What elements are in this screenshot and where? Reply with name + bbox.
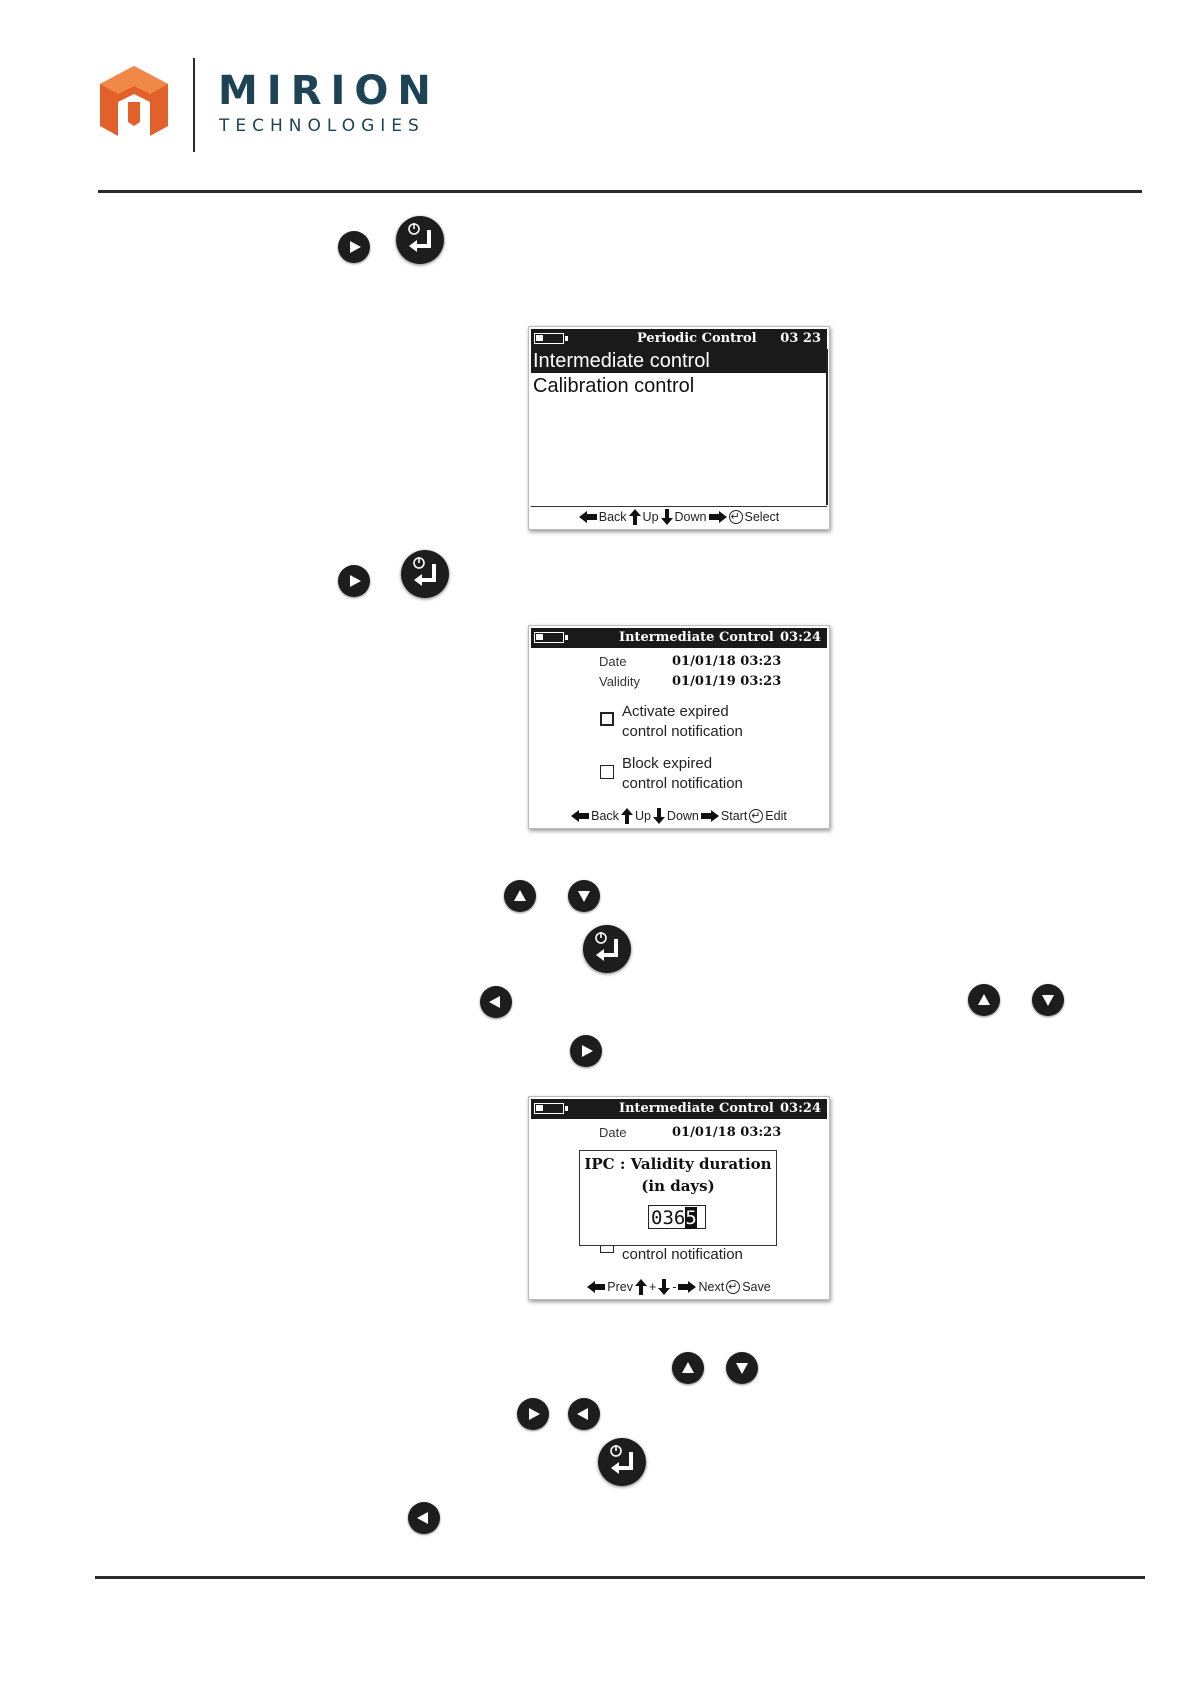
screen-time: 03:24 [780, 630, 821, 645]
up-arrow-icon [621, 808, 633, 824]
enter-small-icon [726, 1280, 740, 1294]
periodic-control-screen [528, 326, 830, 530]
up-button-icon [504, 880, 536, 912]
footer-start: Start [720, 809, 748, 823]
footer-select: Select [744, 510, 780, 524]
popup-subtitle: (in days) [641, 1177, 715, 1195]
enter-small-icon [729, 510, 743, 524]
right-button-icon [338, 231, 370, 263]
left-arrow-icon [579, 511, 597, 523]
enter-small-icon [749, 809, 763, 823]
enter-button-icon [401, 550, 449, 598]
header-rule [98, 190, 1142, 193]
activate-expired-label-1: Activate expired [622, 703, 729, 720]
activate-expired-checkbox[interactable] [600, 712, 614, 726]
footer-save: Save [742, 1280, 771, 1294]
validity-days-digits: 036 [651, 1207, 686, 1229]
block-expired-checkbox[interactable] [600, 765, 614, 779]
menu-item-intermediate[interactable]: Intermediate control [531, 349, 827, 373]
footer-plus: + [649, 1280, 657, 1294]
screen-footer [531, 806, 827, 826]
battery-icon [534, 1103, 564, 1114]
brand-name: MIRION [218, 68, 440, 114]
footer-back: Back [591, 809, 619, 823]
date-value: 01/01/18 03:23 [672, 654, 782, 669]
intermediate-control-screen [528, 625, 830, 829]
footer-prev: Prev [607, 1280, 633, 1294]
up-arrow-icon [635, 1279, 647, 1295]
down-arrow-icon [653, 808, 665, 824]
battery-icon [534, 333, 564, 344]
left-button-icon [408, 1502, 440, 1534]
screen-footer [531, 506, 827, 527]
screen-title-bar [531, 1099, 827, 1119]
screen-scroll-edge [826, 349, 828, 505]
screen-title-bar [531, 329, 827, 349]
enter-button-icon [598, 1438, 646, 1486]
date-label: Date [599, 654, 627, 669]
left-button-icon [568, 1398, 600, 1430]
footer-back: Back [598, 510, 627, 524]
block-expired-label-1: Block expired [622, 755, 713, 772]
screen-title: Periodic Control [637, 331, 757, 346]
left-arrow-icon [571, 810, 589, 822]
screen-time: 03 23 [780, 331, 821, 346]
activate-expired-label-2: control notification [622, 723, 743, 740]
date-value: 01/01/18 03:23 [672, 1125, 782, 1140]
screen-title-bar [531, 628, 827, 648]
footer-down: Down [674, 510, 707, 524]
down-button-icon [1032, 984, 1064, 1016]
footer-minus: - [672, 1280, 677, 1294]
right-arrow-icon [701, 810, 719, 822]
validity-value[interactable]: 01/01/19 03:23 [672, 674, 782, 689]
behind-label: control notification [622, 1246, 743, 1263]
screen-title: Intermediate Control [619, 1101, 774, 1116]
right-arrow-icon [678, 1281, 696, 1293]
footer-up: Up [634, 809, 651, 823]
footer-rule [95, 1576, 1145, 1579]
logo-separator [193, 58, 195, 152]
down-arrow-icon [661, 509, 673, 525]
screen-footer [531, 1277, 827, 1297]
screen-title: Intermediate Control [619, 630, 774, 645]
down-button-icon [568, 880, 600, 912]
left-button-icon [480, 986, 512, 1018]
up-button-icon [968, 984, 1000, 1016]
popup-title: IPC : Validity duration [584, 1155, 772, 1173]
right-button-icon [338, 565, 370, 597]
validity-days-cursor-digit[interactable]: 5 [685, 1207, 697, 1229]
menu-item-calibration[interactable]: Calibration control [533, 375, 695, 397]
mirion-logo-icon [100, 66, 168, 138]
right-button-icon [570, 1035, 602, 1067]
enter-button-icon [583, 925, 631, 973]
validity-label: Validity [599, 674, 640, 689]
footer-edit: Edit [765, 809, 787, 823]
down-button-icon [726, 1352, 758, 1384]
right-button-icon [517, 1398, 549, 1430]
right-arrow-icon [709, 511, 727, 523]
date-label: Date [599, 1125, 627, 1140]
validity-duration-popup [579, 1150, 777, 1246]
up-button-icon [672, 1352, 704, 1384]
screen-time: 03:24 [780, 1101, 821, 1116]
validity-edit-screen [528, 1096, 830, 1300]
up-arrow-icon [629, 509, 641, 525]
footer-down: Down [666, 809, 699, 823]
brand-subtitle: TECHNOLOGIES [219, 116, 425, 136]
left-arrow-icon [587, 1281, 605, 1293]
validity-days-input[interactable] [648, 1205, 706, 1229]
footer-next: Next [698, 1280, 725, 1294]
footer-up: Up [642, 510, 659, 524]
block-expired-checkbox-partial [600, 1245, 614, 1253]
block-expired-label-2: control notification [622, 775, 743, 792]
down-arrow-icon [658, 1279, 670, 1295]
enter-button-icon [396, 216, 444, 264]
battery-icon [534, 632, 564, 643]
